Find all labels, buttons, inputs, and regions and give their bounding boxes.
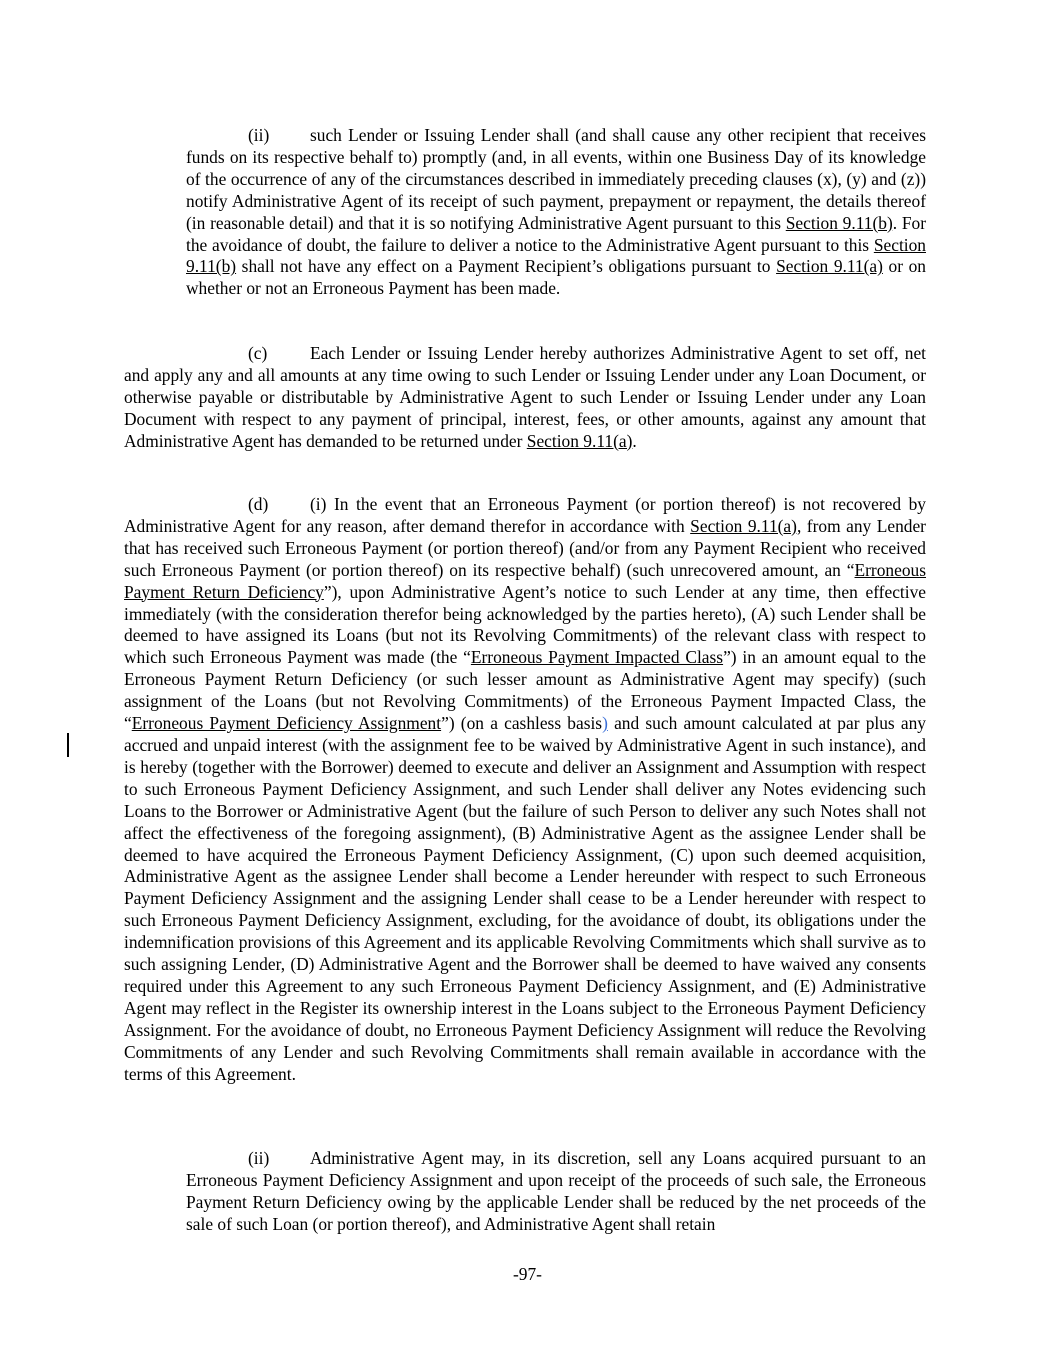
clause-label: (d) [248, 494, 269, 514]
page-number: -97- [513, 1264, 542, 1284]
defined-term: Erroneous Payment Impacted Class [470, 647, 724, 668]
section-reference: Section 9.11(a) [526, 430, 633, 451]
section-reference: Section 9.11(b) [785, 212, 893, 233]
revision-change-bar [67, 733, 69, 757]
defined-term: Erroneous Payment Deficiency Assignment [131, 713, 442, 734]
paragraph-d-ii: (ii) Administrative Agent may, in its discretion, sell any Loans acquired pursuant to an Erroneous Payment Deficiency Assignment and upon receipt of the proceeds of such sale, the Erroneous Payment Return Deficiency owing by the applicable Lender shall be reduced by the net proceeds of the sale of such Loan (or portion thereof), and Administrative Agent shall retain [186, 1148, 926, 1234]
section-reference: Section 9.11(a) [776, 256, 883, 277]
paragraph-d: (d) (i) In the event that an Erroneous Payment (or portion thereof) is not recovered by Administrative Agent for any reason, after demand therefor in accordance with Section 9.11(a), from any Lender that has received such Erroneous Payment (or portion thereof) (and/or from any Payment Recipient who received such Erroneous Payment (or portion thereof) on its respective behalf) (such unrecovered amount, an “Erroneous Payment Return Deficiency”), upon Administrative Agent’s notice to such Lender at any time, then effective immediately (with the consideration therefor being acknowledged by the parties hereto), (A) such Lender shall be deemed to have assigned its Loans (but not its Revolving Commitments) of the relevant class with respect to which such Erroneous Payment was made (the “Erroneous Payment Impacted Class”) in an amount equal to the Erroneous Payment Return Deficiency (or such lesser amount as Administrative Agent may specify) (such assignment of the Loans (but not Revolving Commitments) of the Erroneous Payment Impacted Class, the “Erroneous Payment Deficiency Assignment”) (on a cashless basis) and such amount calculated at par plus any accrued and unpaid interest (with the assignment fee to be waived by Administrative Agent in such instance), and is hereby (together with the Borrower) deemed to execute and deliver an Assignment and Assumption with respect to such Erroneous Payment Deficiency Assignment, and such Lender shall deliver any Notes evidencing such Loans to the Borrower or Administrative Agent (but the failure of such Person to deliver any such Notes shall not affect the effectiveness of the foregoing assignment), (B) Administrative Agent as the assignee Lender shall be deemed to have acquired the Erroneous Payment Deficiency Assignment, (C) upon such deemed acquisition, Administrative Agent as the assignee Lender shall become a Lender hereunder with respect to such Erroneous Payment Deficiency Assignment and the assigning Lender shall cease to be a Lender hereunder with respect to such Erroneous Payment Deficiency Assignment, excluding, for the avoidance of doubt, its obligations under the indemnification provisions of this Agreement and its applicable Revolving Commitments which shall survive as to such assigning Lender, (D) Administrative Agent and the Borrower shall be deemed to have waived any consents required under this Agreement to any such Erroneous Payment Deficiency Assignment, and (E) Administrative Agent may reflect in the Register its ownership interest in the Loans subject to the Erroneous Payment Deficiency Assignment. For the avoidance of doubt, no Erroneous Payment Deficiency Assignment will reduce the Revolving Commitments of any Lender and such Revolving Commitments shall remain available in accordance with the terms of this Agreement. [124, 494, 927, 1084]
defined-term: Erroneous Payment Return Deficiency [124, 559, 926, 602]
clause-label: (c) [248, 343, 268, 363]
clause-label: (ii) [248, 125, 270, 145]
section-reference: Section 9.11(b) [186, 234, 926, 277]
section-reference: Section 9.11(a) [690, 515, 797, 536]
paragraph-c: (c) Each Lender or Issuing Lender hereby authorizes Administrative Agent to set off, net and apply any and all amounts at any time owing to such Lender or Issuing Lender under any Loan Document, or otherwise payable or distributable by Administrative Agent to such Lender or Issuing Lender under any Loan Document with respect to any payment of principal, interest, fees, or other amounts, against any amount that Administrative Agent has demanded to be returned under Section 9.11(a). [124, 343, 926, 451]
paragraph-b-ii: (ii) such Lender or Issuing Lender shall (and shall cause any other recipient that receives funds on its respective behalf to) promptly (and, in all events, within one Business Day of its knowledge of the occurrence of any of the circumstances described in immediately preceding clauses (x), (y) and (z)) notify Administrative Agent of its receipt of such payment, prepayment or repayment, the details thereof (in reasonable detail) and that it is so notifying Administrative Agent pursuant to this Section 9.11(b). For the avoidance of doubt, the failure to deliver a notice to the Administrative Agent pursuant to this Section 9.11(b) shall not have any effect on a Payment Recipient’s obligations pursuant to Section 9.11(a) or on whether or not an Erroneous Payment has been made. [186, 125, 926, 299]
tracked-change-insertion: ) [602, 713, 608, 734]
clause-label: (ii) [248, 1148, 270, 1168]
